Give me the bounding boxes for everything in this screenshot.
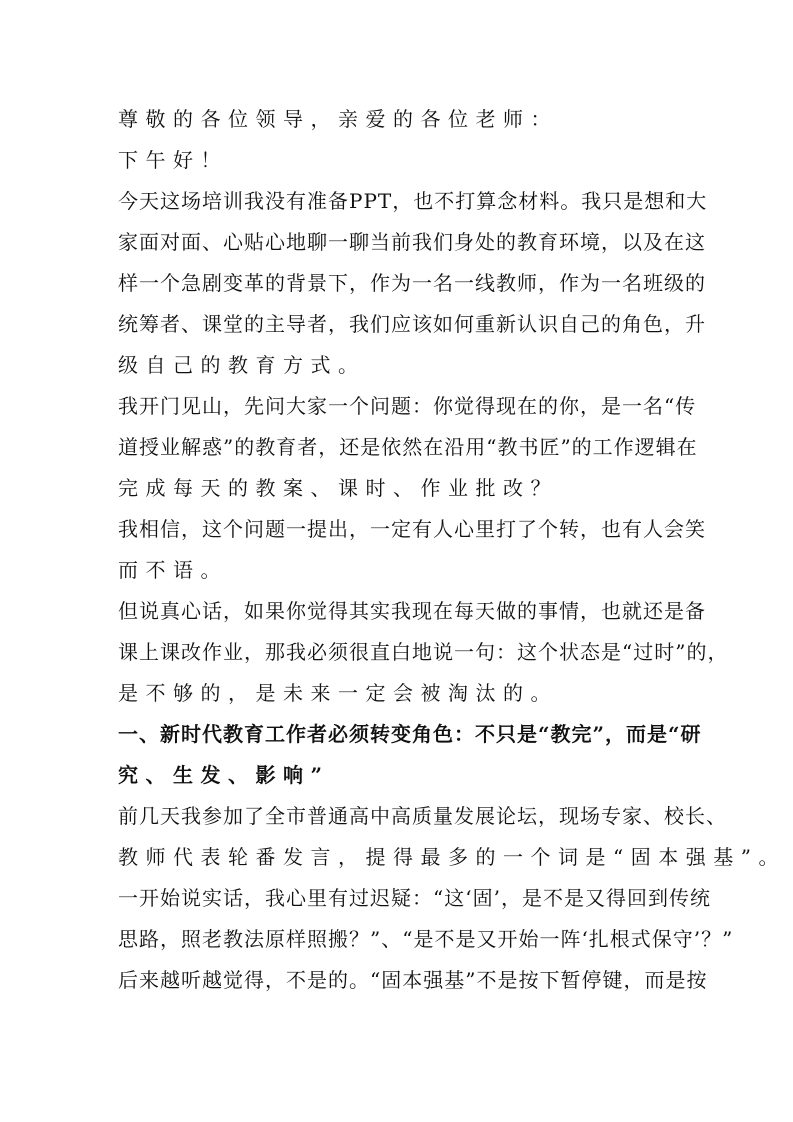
paragraph — [118, 386, 698, 509]
text-line: 思路，照老教法原样照搬？”、“是不是又开始一阵‘扎根式保守’？” — [118, 927, 734, 951]
text-line: 下午好！ — [118, 148, 228, 172]
text-line: 一开始说实话，我心里有过迟疑：“这‘固’，是不是又得回到传统 — [118, 886, 711, 910]
text-line: 尊敬的各位领导，亲爱的各位老师： — [118, 107, 558, 131]
paragraph — [118, 878, 734, 1001]
text-line: 统筹者、课堂的主导者，我们应该如何重新认识自己的角色，升 — [118, 312, 706, 336]
paragraph — [118, 509, 706, 591]
text-line: 完成每天的教案、课时、作业批改？ — [118, 476, 558, 500]
text-line: 教师代表轮番发言，提得最多的一个词是“固本强基”。 — [118, 845, 786, 869]
text-line: 课上课改作业，那我必须很直白地说一句：这个状态是“过时”的， — [118, 640, 729, 664]
paragraph — [118, 99, 681, 140]
text-line: 道授业解惑”的教育者，还是依然在沿用“教书匠”的工作逻辑在 — [118, 435, 698, 459]
paragraph — [118, 796, 786, 878]
section-heading — [118, 714, 702, 796]
text-line: 一、新时代教育工作者必须转变角色：不只是“教完”，而是“研 — [118, 722, 702, 746]
paragraph — [118, 181, 708, 386]
text-line: 我相信，这个问题一提出，一定有人心里打了个转，也有人会笑 — [118, 517, 706, 541]
text-line: 样一个急剧变革的背景下，作为一名一线教师，作为一名班级的 — [118, 271, 706, 295]
text-line: 但说真心话，如果你觉得其实我现在每天做的事情，也就还是备 — [118, 599, 706, 623]
paragraph — [118, 140, 681, 181]
text-line: 后来越听越觉得，不是的。“固本强基”不是按下暂停键，而是按 — [118, 968, 708, 992]
document-body — [118, 99, 786, 1001]
text-line: 是不够的，是未来一定会被淘汰的。 — [118, 681, 558, 705]
text-line: 今天这场培训我没有准备PPT，也不打算念材料。我只是想和大 — [118, 189, 708, 213]
text-line: 我开门见山，先问大家一个问题：你觉得现在的你，是一名“传 — [118, 394, 697, 418]
text-line: 前几天我参加了全市普通高中高质量发展论坛，现场专家、校长、 — [118, 804, 727, 828]
text-line: 而不语。 — [118, 558, 228, 582]
paragraph — [118, 591, 729, 714]
text-line: 级自己的教育方式。 — [118, 353, 366, 377]
text-line: 究、生发、影响” — [118, 763, 330, 787]
text-line: 家面对面、心贴心地聊一聊当前我们身处的教育环境，以及在这 — [118, 230, 706, 254]
